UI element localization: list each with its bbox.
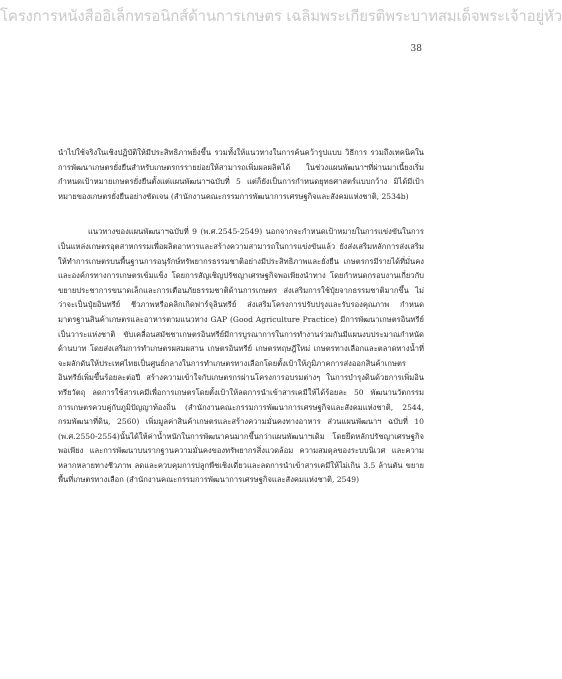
header-watermark-title: โครงการหนังสืออิเล็กทรอนิกส์ด้านการเกษตร เฉลิมพระเกียรติพระบาทสมเด็จพระเจ้าอยู่หัว [0, 7, 562, 25]
body-text [58, 146, 424, 488]
paragraph: แนวทางของแผนพัฒนาฯฉบับที่ 9 (พ.ศ.2545-2549) นอกจากจะกำหนดเป้าหมายในการแข่งขันในการเป็นแหล่งเกษตรอุตสาหกรรมเพื่อผลิตอาหารและสร้างความสามารถในการแข่งขันแล้ว ยังส่งเสริมหลักการส่งเสริมให้ทำการเกษตรบนพื้นฐานการอนุรักษ์ทรัพยากรธรรมชาติอย่างมีประสิทธิภาพและยั่งยืน เกษตรกรมีรายได้ที่มั่นคง และองค์กรทางการเกษตรเข้มแข็ง โดยการสัญเชิญปรัชญาเศรษฐกิจพอเพียงนำทาง โดยกำหนดกรอบงานเกี่ยวกับขยายประชาการขนาดเล็กและการเตือนภัยธรรมชาติด้านการเกษตร ส่งเสริมการใช้ปุ๋ยจากธรรมชาติมากขึ้น ไม่ว่าจะเป็นปุ๋ยอินทรีย์ ชีวภาพหรือคลิกเกิดฟาร์จุลินทรีย์ ส่งเสริมโครงการปรับปรุงและรับรองคุณภาพ กำหนดมาตรฐานสินค้าเกษตรและอาหารตามแนวทาง GAP (Good Agriculture Practice) มีการพัฒนาเกษตรอินทรีย์เป็นวาระแห่งชาติ ขับเคลื่อนสมัชชาเกษตรอินทรีย์มีการบูรณาการในการทำงานร่วมกันมีแผนงบประมาณกำหนัดด้านบาท โดยส่งเสริมการทำเกษตรผสมผสาน เกษตรอินทรีย์ เกษตรทฤษฎีใหม่ เกษตรทางเลือกและตลาดทางน้ำที่จะผลักดันให้ประเทศไทยเป็นศูนย์กลางในการทำเกษตรทางเลือกโดยตั้งเป้าให้ภูมิภาคการส่งออกสินค้าเกษตรอินทรีย์เพิ่มขึ้นร้อยละต่อปี สร้างความเข้าใจกับเกษตรกรผ่านโครงการอบรมต่างๆ ในการบำรุงดินด้วยการเพิ่มอินทรียวัตถุ ลดการใช้สารเคมีเพื่อการเกษตรโดยตั้งเป้าให้ลดการนำเข้าสารเคมีให้ได้ร้อยละ 50 พัฒนานวัตกรรมการเกษตรควบคู่กับภูมิปัญญาท้องถิ่น (สำนักงานคณะกรรมการพัฒนาการเศรษฐกิจและสังคมแห่งชาติ, 2544, กรมพัฒนาที่ดิน, 2560) เพิ่มมูลค่าสินค้าเกษตรและสร้างความมั่นคงทางอาหาร ส่วนแผนพัฒนาฯ ฉบับที่ 10 (พ.ศ.2550-2554)นั้นได้ให้ค่าน้ำหนักในการพัฒนาคนมากขึ้นกว่าแผนพัฒนาฯเดิม โดยยึดหลักปรัชญาเศรษฐกิจพอเพียง และการพัฒนาบนรากฐานความมั่นคงของทรัพยากรสิ่งแวดล้อม ความสมดุลของระบบนิเวศ และความหลากหลายทางชีวภาพ ลดและควบคุมการปลูกพืชเชิงเดี่ยวและลดการนำเข้าสารเคมีให้ไม่เกิน 3.5 ล้านตัน ขยายพื้นที่เกษตรทางเลือก (สำนักงานคณะกรรมการพัฒนาการเศรษฐกิจและสังคมแห่งชาติ, 2549) [58, 227, 424, 485]
page-number: 38 [410, 44, 422, 54]
paragraph: นำไปใช้จริงในเชิงปฏิบัติให้มีประสิทธิภาพยิ่งขึ้น รวมทั้งให้แนวทางในการค้นคว้ารูปแบบ วิธีการ รวมถึงเทคนิคในการพัฒนาเกษตรยั่งยืนสำหรับเกษตรกรรายย่อยให้สามารถเพิ่มผลผลิตได้ ในช่วงแผนพัฒนาฯที่ผ่านมาเนี้ยงเริ่มกำหนดเป้าหมายเกษตรยั่งยืนตั้งแต่แผนพัฒนาฯฉบับที่ 5 แต่ก็ยังเป็นการกำหนดยุทธศาสตร์แบบกว้าง มิได้มีเป้าหมายของเกษตรยั่งยืนอย่างชัดเจน (สำนักงานคณะกรรมการพัฒนาการเศรษฐกิจและสังคมแห่งชาติ, 2534b) [58, 148, 424, 201]
